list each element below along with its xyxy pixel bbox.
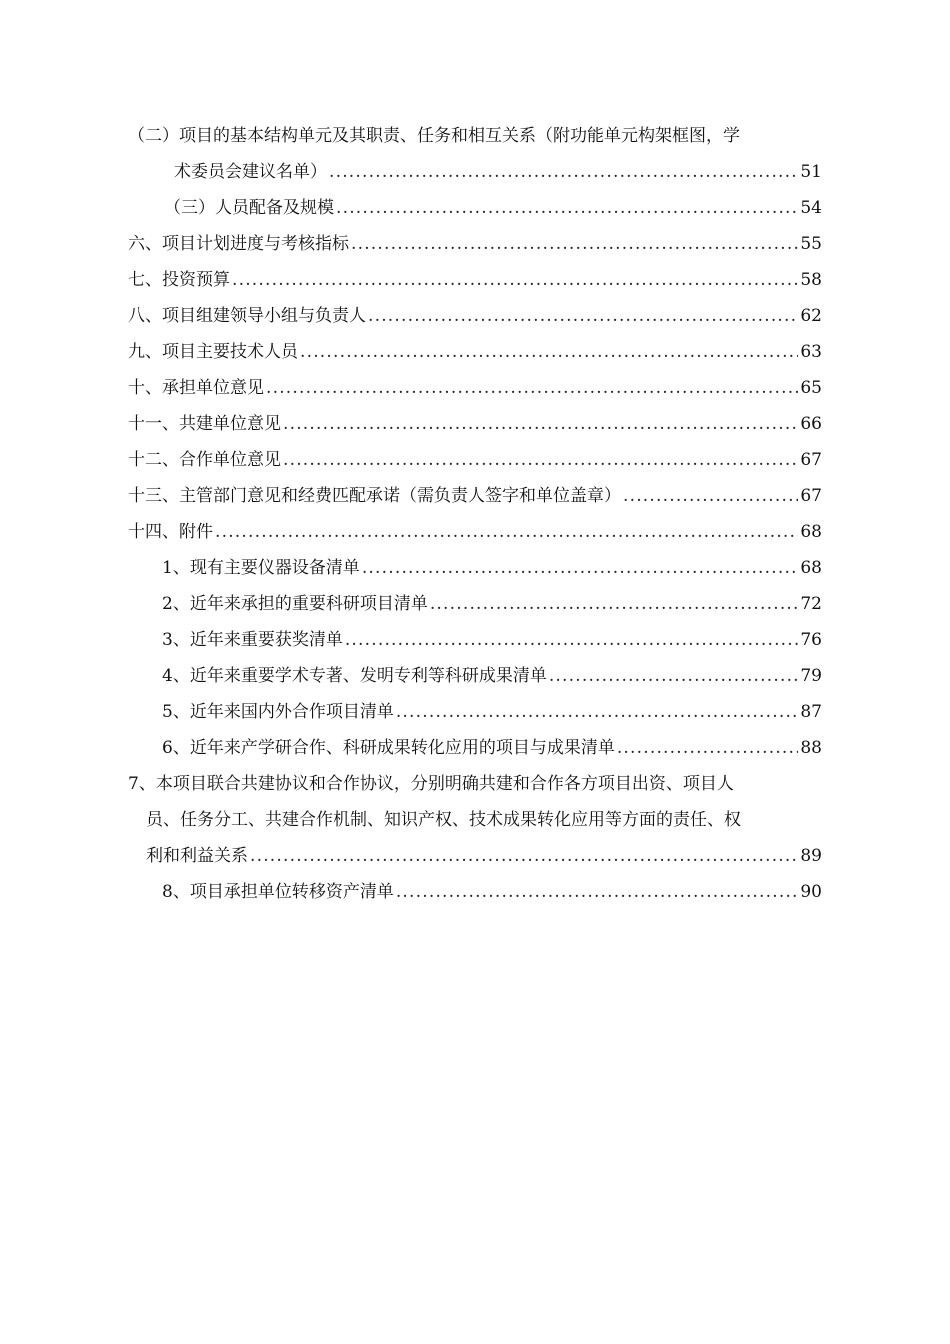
- toc-entry-title-line: 术委员会建议名单）: [174, 162, 327, 182]
- toc-leader-dots: [250, 838, 798, 874]
- toc-page-number: 54: [800, 198, 822, 218]
- toc-entry-technical-staff[interactable]: [128, 334, 822, 370]
- toc-page-number: 65: [800, 378, 822, 398]
- toc-leader-dots: [396, 874, 799, 910]
- toc-leader-dots: [351, 226, 798, 262]
- toc-entry-title: 十四、附件: [128, 522, 213, 542]
- toc-leader-dots: [266, 370, 798, 406]
- toc-entry-staffing[interactable]: [128, 190, 822, 226]
- toc-page-number: 89: [800, 846, 822, 866]
- toc-entry-attachment-2[interactable]: [128, 586, 822, 622]
- toc-page-number: 72: [800, 594, 822, 614]
- toc-page-number: 55: [800, 234, 822, 254]
- toc-leader-dots: [368, 298, 798, 334]
- toc-entry-title: 十、承担单位意见: [128, 378, 264, 398]
- toc-page-number: 79: [800, 666, 822, 686]
- toc-page-number: 87: [800, 702, 822, 722]
- toc-entry-title: 5、近年来国内外合作项目清单: [162, 702, 394, 722]
- toc-page-number: 76: [800, 630, 822, 650]
- toc-entry-title-line: 员、任务分工、共建合作机制、知识产权、技术成果转化应用等方面的责任、权: [146, 810, 741, 830]
- toc-leader-dots: [283, 442, 798, 478]
- toc-entry-attachment-5[interactable]: [128, 694, 822, 730]
- toc-entry-attachment-8[interactable]: [128, 874, 822, 910]
- table-of-contents: [128, 118, 822, 910]
- toc-leader-dots: [283, 406, 798, 442]
- toc-entry-attachment-7[interactable]: [128, 766, 822, 874]
- toc-leader-dots: [430, 586, 799, 622]
- toc-leader-dots: [336, 190, 798, 226]
- toc-leader-dots: [396, 694, 799, 730]
- toc-leader-dots: [623, 478, 798, 514]
- toc-entry-undertaking-unit[interactable]: [128, 370, 822, 406]
- toc-leader-dots: [362, 550, 799, 586]
- toc-entry-cooperating-unit[interactable]: [128, 442, 822, 478]
- toc-entry-co-building-unit[interactable]: [128, 406, 822, 442]
- toc-leader-dots: [232, 262, 798, 298]
- toc-entry-title: 8、项目承担单位转移资产清单: [162, 882, 394, 902]
- toc-entry-leadership[interactable]: [128, 298, 822, 334]
- toc-entry-attachment-3[interactable]: [128, 622, 822, 658]
- toc-entry-attachment-4[interactable]: [128, 658, 822, 694]
- toc-entry-title: 1、现有主要仪器设备清单: [162, 558, 360, 578]
- toc-entry-title: 3、近年来重要获奖清单: [162, 630, 343, 650]
- toc-entry-attachment-1[interactable]: [128, 550, 822, 586]
- toc-entry-budget[interactable]: [128, 262, 822, 298]
- toc-page-number: 67: [800, 450, 822, 470]
- toc-entry-attachment-6[interactable]: [128, 730, 822, 766]
- toc-entry-title-line: 利和利益关系: [146, 846, 248, 866]
- toc-page-number: 90: [800, 882, 822, 902]
- toc-entry-attachments[interactable]: [128, 514, 822, 550]
- toc-entry-title-line: （二）项目的基本结构单元及其职责、任务和相互关系（附功能单元构架框图，学: [128, 126, 740, 146]
- toc-page-number: 67: [800, 486, 822, 506]
- toc-entry-title: 十三、主管部门意见和经费匹配承诺（需负责人签字和单位盖章）: [128, 486, 621, 506]
- toc-entry-title: 六、项目计划进度与考核指标: [128, 234, 349, 254]
- toc-entry-schedule[interactable]: [128, 226, 822, 262]
- toc-entry-title: 6、近年来产学研合作、科研成果转化应用的项目与成果清单: [162, 738, 615, 758]
- toc-entry-title: 十二、合作单位意见: [128, 450, 281, 470]
- toc-page-number: 51: [800, 162, 822, 182]
- toc-page-number: 63: [800, 342, 822, 362]
- toc-leader-dots: [300, 334, 798, 370]
- toc-page-number: 66: [800, 414, 822, 434]
- toc-entry-title-line: 7、本项目联合共建协议和合作协议，分别明确共建和合作各方项目出资、项目人: [128, 774, 734, 794]
- toc-entry-title: 七、投资预算: [128, 270, 230, 290]
- toc-entry-title: 4、近年来重要学术专著、发明专利等科研成果清单: [162, 666, 547, 686]
- toc-leader-dots: [329, 154, 798, 190]
- toc-entry-structure-units[interactable]: [128, 118, 822, 190]
- toc-entry-title: 九、项目主要技术人员: [128, 342, 298, 362]
- toc-entry-title: （三）人员配备及规模: [164, 198, 334, 218]
- toc-leader-dots: [345, 622, 799, 658]
- toc-page-number: 88: [800, 738, 822, 758]
- toc-page-number: 62: [800, 306, 822, 326]
- toc-entry-title: 十一、共建单位意见: [128, 414, 281, 434]
- toc-page-number: 58: [800, 270, 822, 290]
- toc-page-number: 68: [800, 558, 822, 578]
- toc-entry-title: 2、近年来承担的重要科研项目清单: [162, 594, 428, 614]
- toc-leader-dots: [617, 730, 799, 766]
- toc-leader-dots: [215, 514, 798, 550]
- toc-leader-dots: [549, 658, 799, 694]
- toc-page-number: 68: [800, 522, 822, 542]
- toc-entry-title: 八、项目组建领导小组与负责人: [128, 306, 366, 326]
- toc-entry-competent-department[interactable]: [128, 478, 822, 514]
